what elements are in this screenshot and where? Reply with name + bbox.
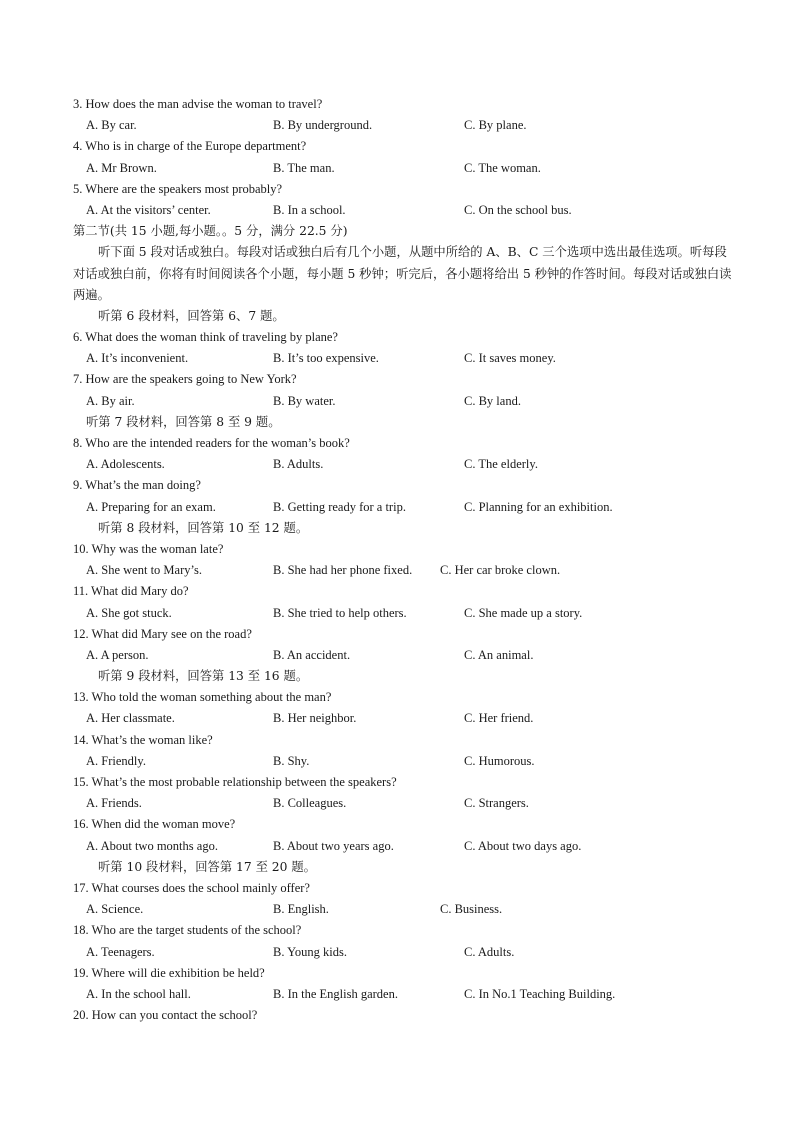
question-stem: 3. How does the man advise the woman to travel?: [73, 97, 323, 111]
option-a: A. Preparing for an exam.: [86, 499, 216, 514]
option-c: C. She made up a story.: [464, 605, 583, 620]
option-a: A. By air.: [86, 393, 135, 408]
option-a: A. A person.: [86, 647, 149, 662]
option-a: A. She went to Mary’s.: [86, 563, 202, 578]
option-c: C. Her friend.: [464, 711, 534, 726]
option-c: C. Planning for an exhibition.: [464, 499, 613, 514]
answer-options: [73, 391, 733, 412]
option-c: C. An animal.: [464, 647, 534, 662]
answer-options: [73, 942, 733, 963]
option-b: B. English.: [273, 902, 329, 917]
option-c: C. By land.: [464, 393, 521, 408]
option-b: B. In the English garden.: [273, 986, 398, 1001]
option-a: A. By car.: [86, 118, 137, 133]
answer-options: [73, 603, 733, 624]
option-b: B. About two years ago.: [273, 838, 394, 853]
option-a: A. At the visitors’ center.: [86, 202, 211, 217]
option-b: B. She had her phone fixed.: [273, 563, 413, 578]
question-stem: 10. Why was the woman late?: [73, 541, 224, 556]
option-c: C. Adults.: [464, 944, 515, 959]
answer-options: [73, 454, 733, 475]
question-stem: 16. When did the woman move?: [73, 817, 236, 832]
option-a: A. Friends.: [86, 796, 142, 811]
answer-options: [73, 708, 733, 729]
option-c: C. On the school bus.: [464, 202, 572, 217]
question-stem: 17. What courses does the school mainly offer?: [73, 880, 310, 895]
answer-options: [73, 836, 733, 857]
question-stem: 13. Who told the woman something about the man?: [73, 690, 332, 705]
question-stem: 20. How can you contact the school?: [73, 1008, 258, 1023]
option-b: B. Adults.: [273, 457, 324, 472]
option-b: B. Her neighbor.: [273, 711, 357, 726]
option-c: C. The woman.: [464, 160, 541, 175]
option-b: B. In a school.: [273, 202, 346, 217]
option-b: B. Colleagues.: [273, 796, 347, 811]
option-c: C. Humorous.: [464, 753, 535, 768]
question-stem: 19. Where will die exhibition be held?: [73, 965, 265, 980]
question-stem: 5. Where are the speakers most probably?: [73, 181, 283, 196]
exam-document: [73, 94, 733, 1026]
answer-options: [73, 115, 733, 136]
option-b: B. The man.: [273, 160, 335, 175]
answer-options: [73, 645, 733, 666]
material-instruction: 听第 7 段材料，回答第 8 至 9 题。: [86, 414, 281, 429]
option-a: A. Adolescents.: [86, 457, 165, 472]
option-a: A. Science.: [86, 902, 144, 917]
answer-options: [73, 158, 733, 179]
option-a: A. She got stuck.: [86, 605, 172, 620]
question-stem: 4. Who is in charge of the Europe department?: [73, 139, 307, 154]
option-a: A. It’s inconvenient.: [86, 351, 189, 366]
material-instruction: 听第 9 段材料，回答第 13 至 16 题。: [98, 669, 309, 684]
question-stem: 18. Who are the target students of the school?: [73, 923, 302, 938]
question-stem: 15. What’s the most probable relationship between the speakers?: [73, 775, 397, 790]
option-c: C. It saves money.: [464, 351, 556, 366]
option-a: A. About two months ago.: [86, 838, 218, 853]
option-b: B. By water.: [273, 393, 336, 408]
section-heading: 第二节(共 15 小题,每小题。。5 分，满分 22.5 分): [73, 224, 348, 239]
option-b: B. Young kids.: [273, 944, 347, 959]
answer-options: [73, 899, 733, 920]
material-instruction: 听第 6 段材料，回答第 6、7 题。: [98, 308, 285, 323]
question-stem: 9. What’s the man doing?: [73, 478, 201, 493]
answer-options: [73, 497, 733, 518]
option-a: A. Mr Brown.: [86, 160, 157, 175]
option-c: C. Business.: [440, 902, 503, 917]
answer-options: [73, 984, 733, 1005]
option-a: A. Teenagers.: [86, 944, 155, 959]
option-a: A. In the school hall.: [86, 986, 191, 1001]
question-stem: 6. What does the woman think of traveling by plane?: [73, 330, 338, 345]
section-instructions: 听下面 5 段对话或独白。每段对话或独白后有几个小题，从题中所给的 A、B、C 三个选项中选出最佳选项。听每段对话或独白前，你将有时间阅读各个小题，每小题 5 秒钟；听完后，各小题将给出 5 秒钟的作答时间。每段对话或独白读两遍。: [73, 245, 732, 302]
option-a: A. Friendly.: [86, 753, 146, 768]
option-c: C. About two days ago.: [464, 838, 582, 853]
option-b: B. By underground.: [273, 118, 373, 133]
question-stem: 8. Who are the intended readers for the woman’s book?: [73, 436, 350, 451]
answer-options: [73, 560, 733, 581]
option-c: C. In No.1 Teaching Building.: [464, 986, 616, 1001]
option-b: B. She tried to help others.: [273, 605, 407, 620]
option-c: C. The elderly.: [464, 457, 538, 472]
option-c: C. By plane.: [464, 118, 527, 133]
material-instruction: 听第 8 段材料，回答第 10 至 12 题。: [98, 520, 309, 535]
question-stem: 7. How are the speakers going to New York?: [73, 372, 297, 387]
answer-options: [73, 793, 733, 814]
option-b: B. It’s too expensive.: [273, 351, 379, 366]
answer-options: [73, 751, 733, 772]
answer-options: [73, 200, 733, 221]
question-stem: 14. What’s the woman like?: [73, 732, 213, 747]
option-b: B. Shy.: [273, 753, 310, 768]
question-stem: 11. What did Mary do?: [73, 584, 189, 599]
material-instruction: 听第 10 段材料，回答第 17 至 20 题。: [98, 859, 316, 874]
option-c: C. Strangers.: [464, 796, 529, 811]
option-b: B. An accident.: [273, 647, 351, 662]
option-a: A. Her classmate.: [86, 711, 175, 726]
answer-options: [73, 348, 733, 369]
option-b: B. Getting ready for a trip.: [273, 499, 406, 514]
question-stem: 12. What did Mary see on the road?: [73, 626, 252, 641]
option-c: C. Her car broke clown.: [440, 563, 561, 578]
